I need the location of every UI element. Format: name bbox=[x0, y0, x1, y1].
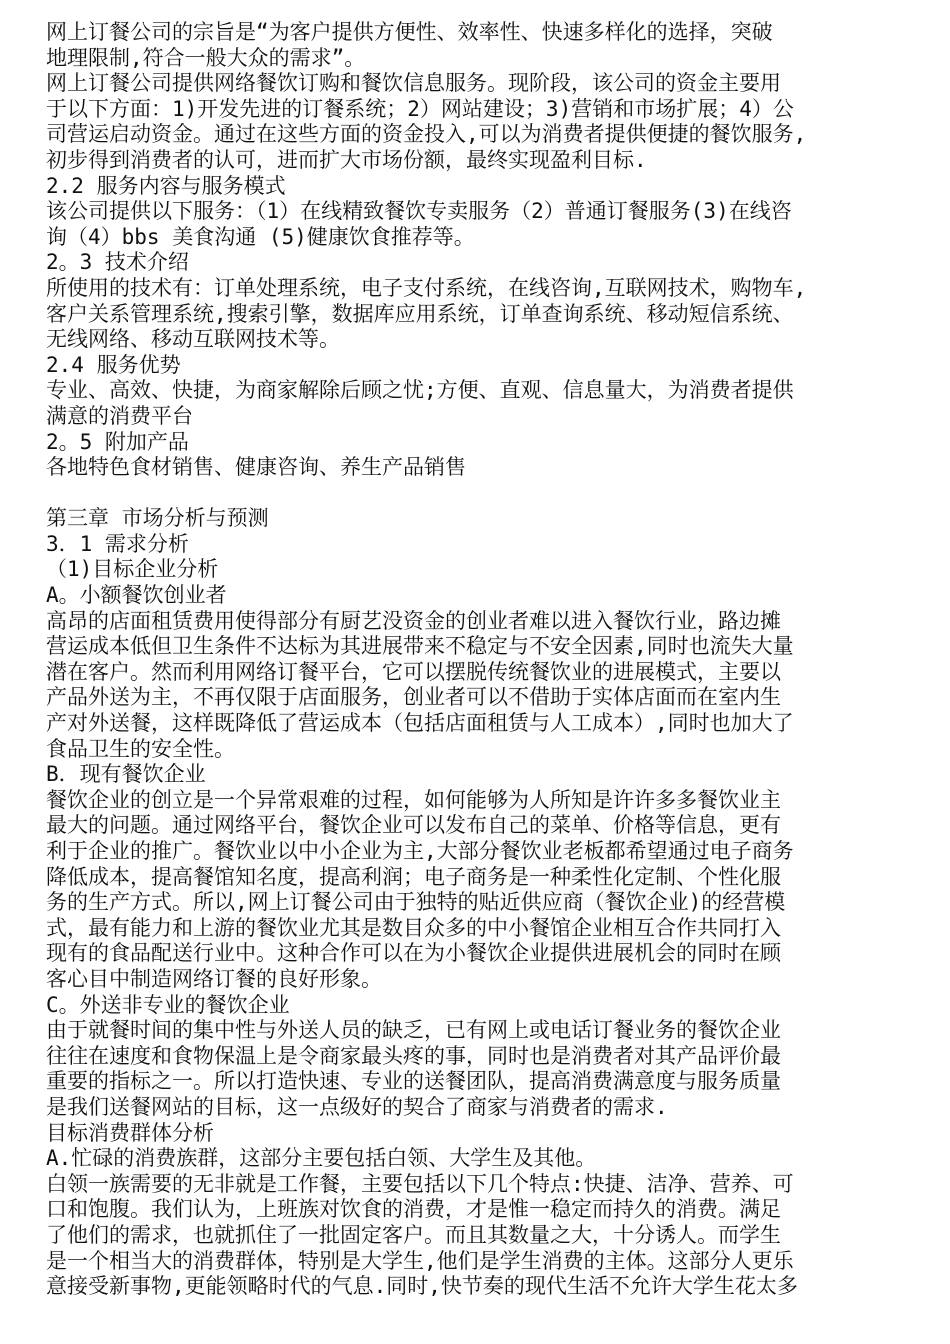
text-line: 由于就餐时间的集中性与外送人员的缺乏，已有网上或电话订餐业务的餐饮企业 bbox=[46, 1018, 781, 1043]
text-line: 重要的指标之一。所以打造快速、专业的送餐团队，提高消费满意度与服务质量 bbox=[46, 1069, 781, 1094]
text-line: 利于企业的推广。餐饮业以中小企业为主,大部分餐饮业老板都希望通过电子商务 bbox=[46, 839, 794, 863]
text-line: 往往在速度和食物保温上是令商家最头疼的事，同时也是消费者对其产品评价最 bbox=[46, 1043, 781, 1068]
text-line: 营运成本低但卫生条件不达标为其进展带来不稳定与不安全因素,同时也流失大量 bbox=[46, 634, 794, 659]
text-line: 产品外送为主，不再仅限于店面服务，创业者可以不借助于实体店面而在室内生 bbox=[46, 685, 781, 710]
text-line: B．现有餐饮企业 bbox=[46, 762, 206, 787]
text-line: 是我们送餐网站的目标，这一点级好的契合了商家与消费者的需求. bbox=[46, 1094, 668, 1119]
text-line: 白领一族需要的无非就是工作餐，主要包括以下几个特点:快捷、洁净、营养、可 bbox=[46, 1171, 794, 1196]
blank-line bbox=[46, 481, 912, 507]
text-line: 务的生产方式。所以,网上订餐公司由于独特的贴近供应商（餐饮企业)的经营模 bbox=[46, 890, 786, 915]
text-line: 餐饮企业的创立是一个异常艰难的过程，如何能够为人所知是许许多多餐饮业主 bbox=[46, 787, 781, 812]
text-line: 了他们的需求，也就抓住了一批固定客户。而且其数量之大，十分诱人。而学生 bbox=[46, 1222, 781, 1247]
text-line: 满意的消费平台 bbox=[46, 403, 193, 428]
text-line: 2。3 技术介绍 bbox=[46, 250, 189, 275]
text-line: 客户关系管理系统,搜索引擎，数据库应用系统，订单查询系统、移动短信系统、 bbox=[46, 301, 794, 326]
text-line: 高昂的店面租赁费用使得部分有厨艺没资金的创业者难以进入餐饮行业，路边摊 bbox=[46, 608, 781, 633]
text-line: 第三章 市场分析与预测 bbox=[46, 506, 269, 531]
text-line: 2.2 服务内容与服务模式 bbox=[46, 173, 286, 198]
text-line: 网上订餐公司的宗旨是“为客户提供方便性、效率性、快速多样化的选择，突破 bbox=[46, 20, 773, 44]
text-line: 产对外送餐，这样既降低了营运成本（包括店面租赁与人工成本）,同时也加大了 bbox=[46, 711, 794, 736]
text-line: 初步得到消费者的认可，进而扩大市场份额，最终实现盈利目标. bbox=[46, 147, 647, 172]
text-line: 潜在客户。然而利用网络订餐平台，它可以摆脱传统餐饮业的进展模式，主要以 bbox=[46, 659, 781, 684]
text-line: 该公司提供以下服务：（1）在线精致餐饮专卖服务（2）普通订餐服务(3)在线咨 bbox=[46, 199, 792, 224]
text-line: 3．1 需求分析 bbox=[46, 531, 189, 556]
text-line: 于以下方面：1)开发先进的订餐系统；2）网站建设；3)营销和市场扩展；4）公 bbox=[46, 96, 794, 121]
text-line: 2。5 附加产品 bbox=[46, 429, 189, 454]
text-line: 降低成本，提高餐馆知名度，提高利润；电子商务是一种柔性化定制、个性化服 bbox=[46, 864, 781, 889]
text-line: （1)目标企业分析 bbox=[46, 557, 219, 582]
text-line: C。外送非专业的餐饮企业 bbox=[46, 992, 290, 1017]
text-line: A。小额餐饮创业者 bbox=[46, 583, 227, 608]
text-line: 现有的食品配送行业中。这种合作可以在为小餐饮企业提供进展机会的同时在顾 bbox=[46, 941, 781, 966]
text-line: 专业、高效、快捷，为商家解除后顾之忧;方便、直观、信息量大，为消费者提供 bbox=[46, 378, 794, 403]
text-line: 目标消费群体分析 bbox=[46, 1120, 214, 1145]
text-line: 网上订餐公司提供网络餐饮订购和餐饮信息服务。现阶段，该公司的资金主要用 bbox=[46, 71, 781, 96]
text-line: 无线网络、移动互联网技术等。 bbox=[46, 327, 340, 352]
text-line: A.忙碌的消费族群，这部分主要包括白领、大学生及其他。 bbox=[46, 1146, 597, 1171]
text-line: 式，最有能力和上游的餐饮业尤其是数目众多的中小餐馆企业相互合作共同打入 bbox=[46, 915, 781, 940]
text-line: 客心目中制造网络订餐的良好形象。 bbox=[46, 966, 382, 991]
text-line: 各地特色食材销售、健康咨询、养生产品销售 bbox=[46, 455, 466, 480]
text-line: 最大的问题。通过网络平台，餐饮企业可以发布自己的菜单、价格等信息，更有 bbox=[46, 813, 781, 838]
text-line: 意接受新事物,更能领略时代的气息.同时,快节奏的现代生活不允许大学生花太多 bbox=[46, 1274, 798, 1299]
text-line: 食品卫生的安全性。 bbox=[46, 736, 235, 761]
document-page bbox=[46, 20, 912, 1300]
text-line: 2.4 服务优势 bbox=[46, 352, 181, 377]
text-line: 所使用的技术有：订单处理系统，电子支付系统，在线咨询,互联网技术，购物车, bbox=[46, 275, 807, 300]
text-line: 地理限制,符合一般大众的需求”。 bbox=[46, 45, 366, 70]
text-line: 是一个相当大的消费群体，特别是大学生,他们是学生消费的主体。这部分人更乐 bbox=[46, 1248, 794, 1273]
text-line: 口和饱腹。我们认为，上班族对饮食的消费，才是惟一稳定而持久的消费。满足 bbox=[46, 1197, 781, 1222]
text-line: 询（4）bbs 美食沟通 (5)健康饮食推荐等。 bbox=[46, 224, 475, 249]
text-line: 司营运启动资金。通过在这些方面的资金投入,可以为消费者提供便捷的餐饮服务, bbox=[46, 122, 807, 147]
